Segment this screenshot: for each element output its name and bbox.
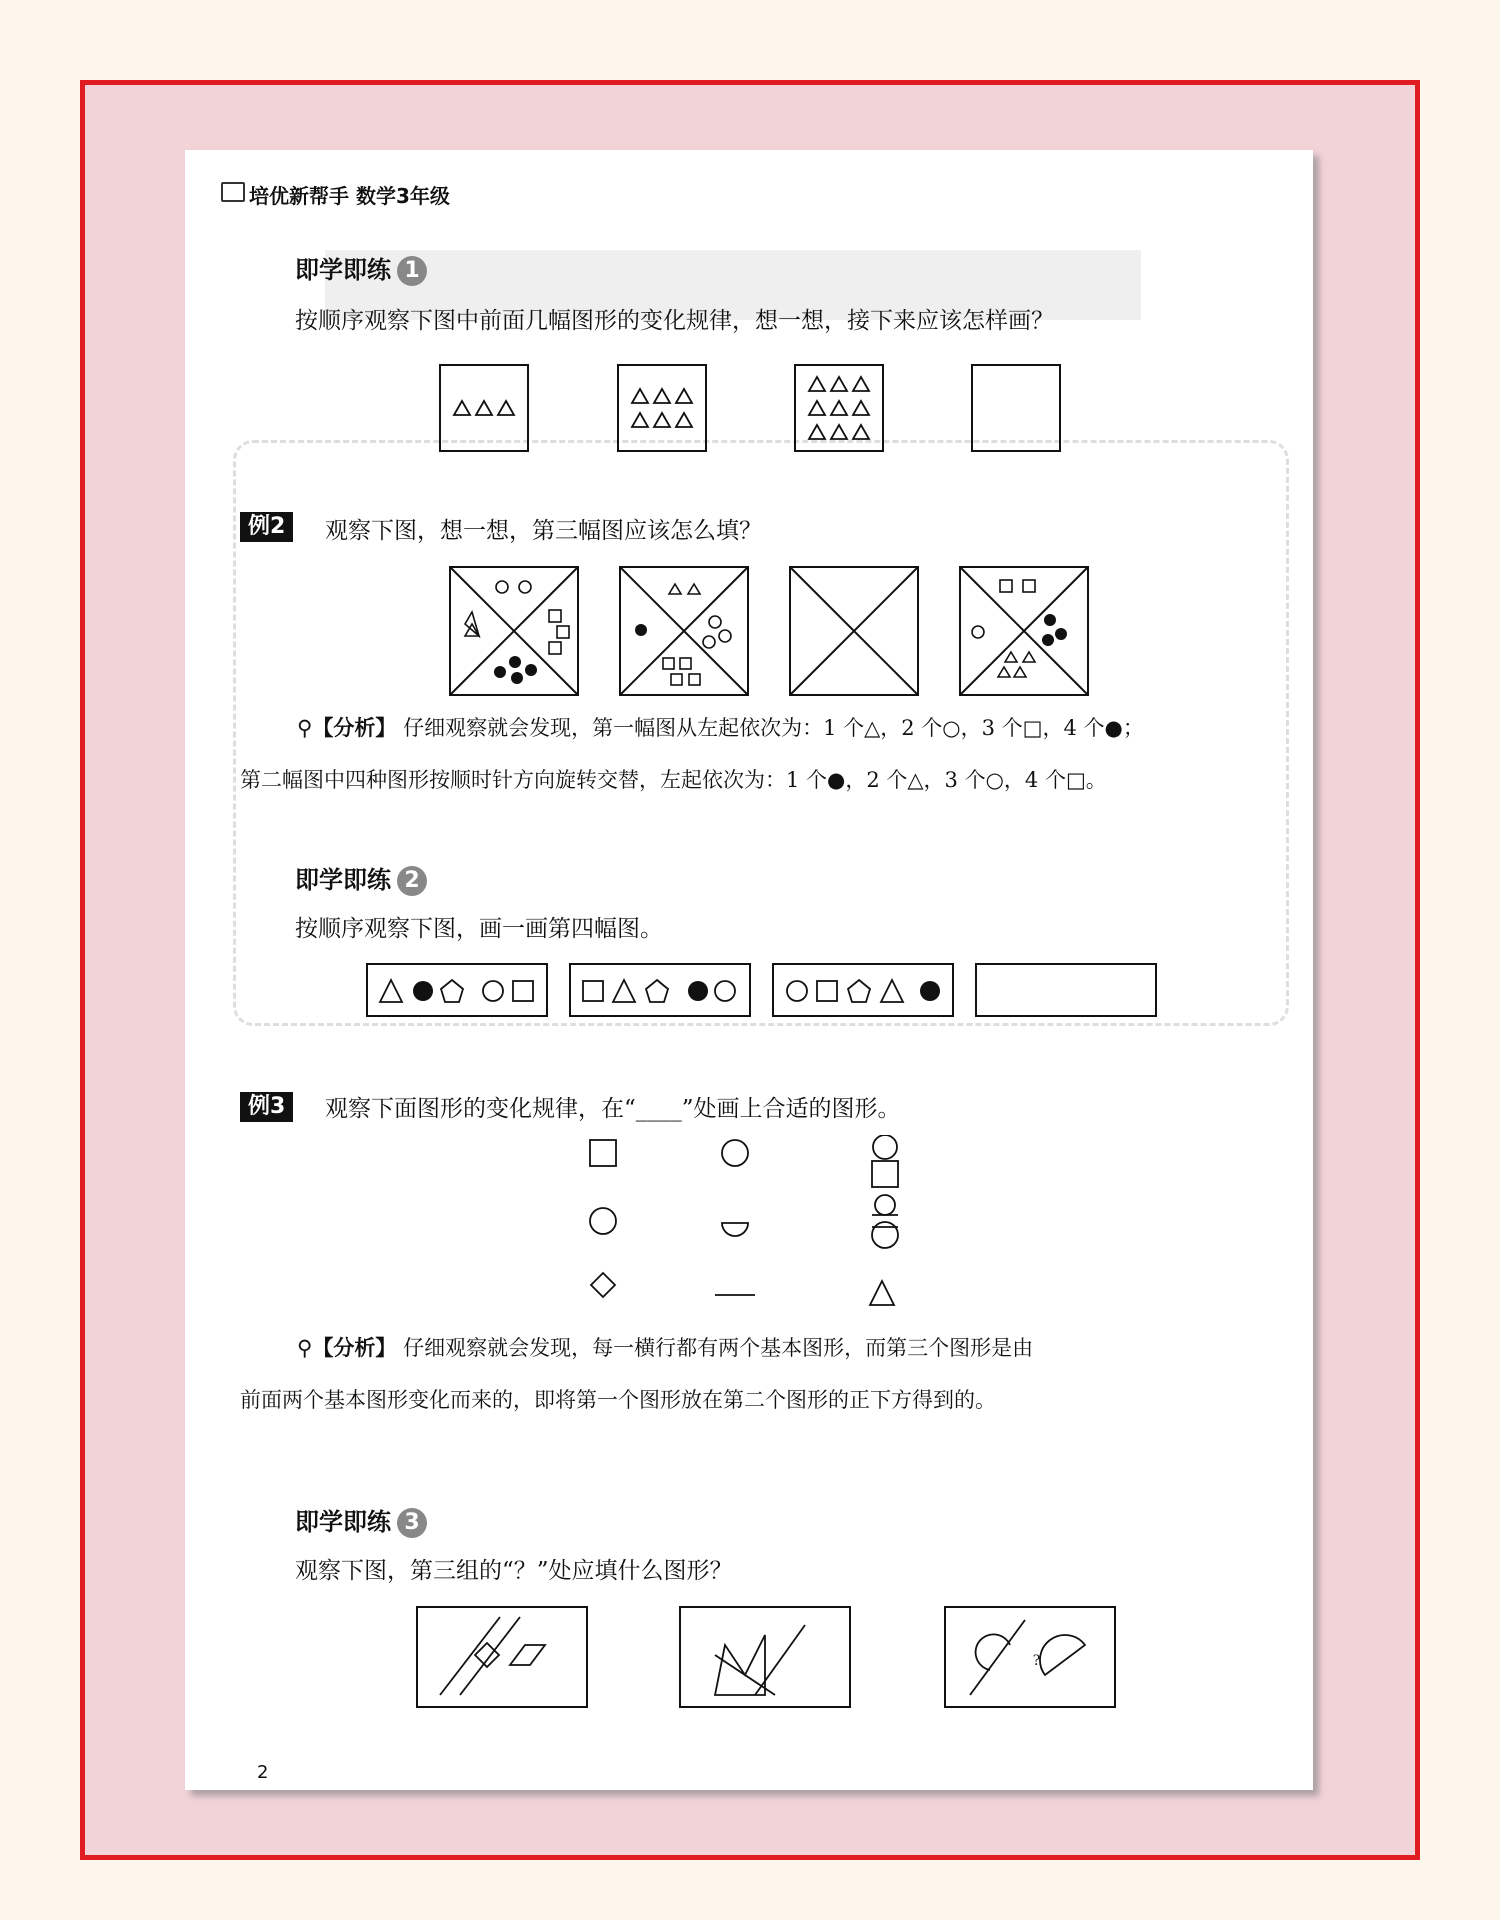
practice-1-question: 按顺序观察下图中前面几幅图形的变化规律，想一想，接下来应该怎样画？ bbox=[295, 308, 1054, 334]
example-2-analysis-line1 bbox=[297, 712, 1144, 742]
analysis-text: 仔细观察就会发现，第一幅图从左起依次为：1 个△，2 个○，3 个□，4 个●； bbox=[403, 716, 1144, 740]
triangle-shape bbox=[454, 401, 470, 415]
triangle-shape bbox=[632, 413, 648, 427]
analysis-text: 仔细观察就会发现，每一横行都有两个基本图形，而第三个图形是由 bbox=[403, 1336, 1034, 1360]
triangle-shape bbox=[853, 401, 869, 415]
book-icon bbox=[221, 182, 245, 202]
triangle-shape bbox=[676, 413, 692, 427]
example-3-analysis-line1 bbox=[297, 1332, 1033, 1362]
practice-3-badge: 3 bbox=[397, 1508, 427, 1538]
analysis-label: 【分析】 bbox=[312, 1335, 397, 1360]
triangle-shape bbox=[498, 401, 514, 415]
triangle-shape bbox=[632, 389, 648, 403]
triangle-shape bbox=[831, 377, 847, 391]
running-header: 培优新帮手 数学3年级 bbox=[249, 184, 450, 208]
example-3-tag: 例3 bbox=[240, 1092, 293, 1122]
example-3-question: 观察下面图形的变化规律，在“____”处画上合适的图形。 bbox=[325, 1096, 901, 1122]
example-3-analysis-line2: 前面两个基本图形变化而来的，即将第一个图形放在第二个图形的正下方得到的。 bbox=[240, 1388, 996, 1412]
practice-2-heading: 即学即练 2 bbox=[295, 860, 427, 896]
triangle-shape bbox=[476, 401, 492, 415]
practice-2-figure bbox=[365, 962, 1185, 1022]
triangle-shape bbox=[809, 425, 825, 439]
practice-1-heading: 即学即练 1 bbox=[295, 250, 427, 286]
triangle-shape bbox=[809, 401, 825, 415]
example-2-tag: 例2 bbox=[240, 512, 293, 542]
example-3-figure bbox=[585, 1135, 915, 1325]
triangle-shape bbox=[831, 401, 847, 415]
magnifier-icon: ⚲ bbox=[297, 1336, 313, 1360]
example-2-analysis-line2: 第二幅图中四种图形按顺时针方向旋转交替，左起依次为：1 个●，2 个△，3 个○，4 个□。 bbox=[240, 768, 1107, 792]
triangle-shape bbox=[853, 377, 869, 391]
triangle-shape bbox=[654, 413, 670, 427]
practice-3-heading: 即学即练 3 bbox=[295, 1502, 427, 1538]
workbook-page bbox=[185, 150, 1313, 1790]
triangle-sequence-figure bbox=[435, 360, 1085, 460]
analysis-label: 【分析】 bbox=[312, 715, 397, 740]
practice-1-badge: 1 bbox=[397, 256, 427, 286]
triangle-shape bbox=[809, 377, 825, 391]
magnifier-icon: ⚲ bbox=[297, 716, 313, 740]
triangle-shape bbox=[831, 425, 847, 439]
triangle-shape bbox=[853, 425, 869, 439]
question-mark: ? bbox=[1033, 1652, 1041, 1669]
example-2-question: 观察下图，想一想，第三幅图应该怎么填？ bbox=[325, 518, 762, 544]
page-number: 2 bbox=[257, 1762, 269, 1783]
example-2-figure bbox=[445, 562, 1105, 702]
practice-2-badge: 2 bbox=[397, 866, 427, 896]
practice-3-figure bbox=[415, 1605, 1135, 1715]
practice-2-question: 按顺序观察下图，画一画第四幅图。 bbox=[295, 916, 663, 942]
triangle-shape bbox=[676, 389, 692, 403]
practice-3-question: 观察下图，第三组的“？”处应填什么图形？ bbox=[295, 1558, 733, 1584]
triangle-shape bbox=[654, 389, 670, 403]
